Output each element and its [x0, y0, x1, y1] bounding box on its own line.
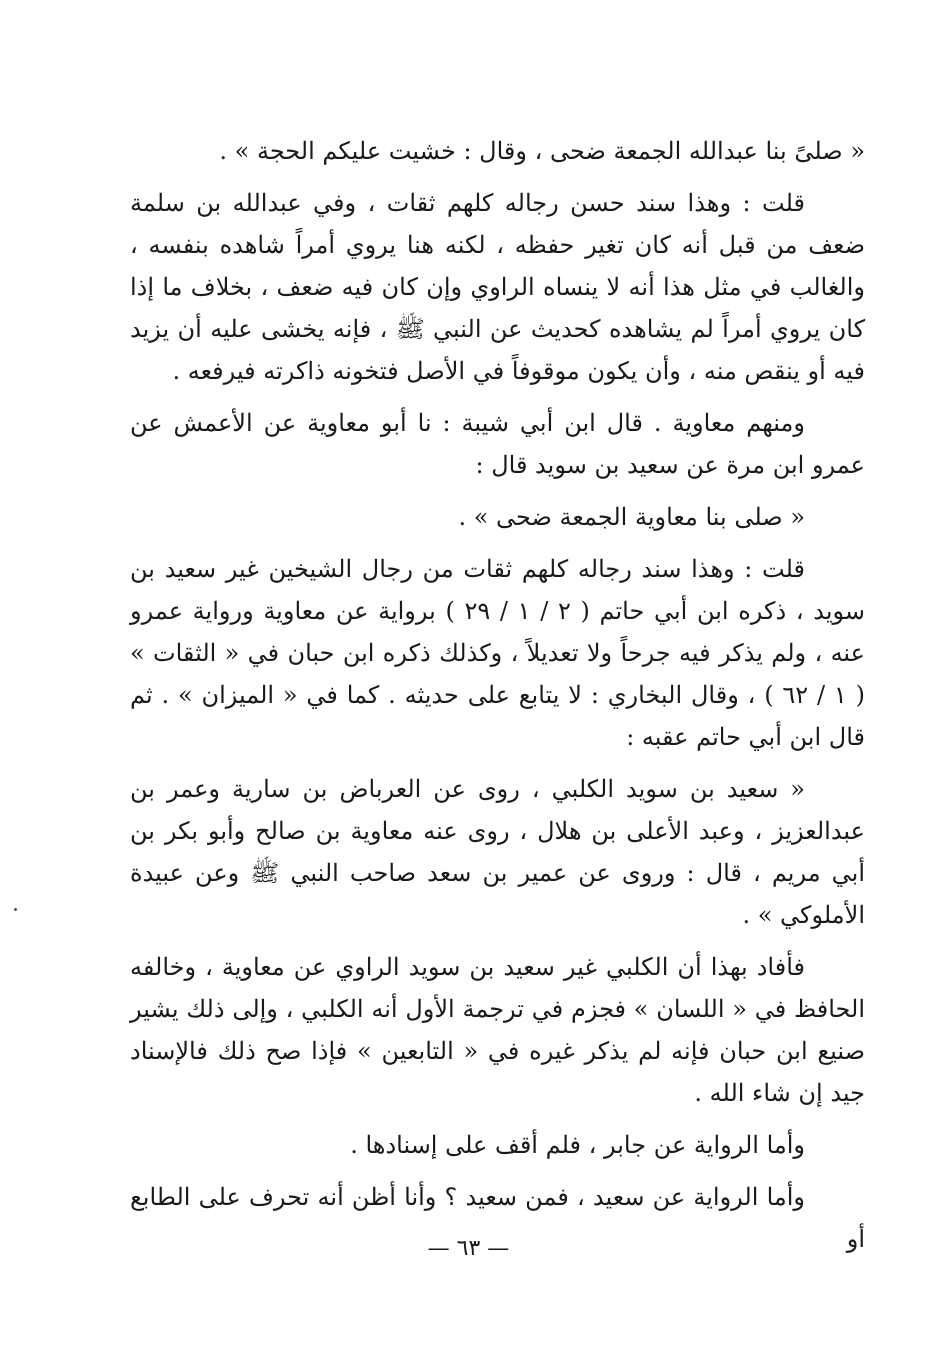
page-number: — ٦٣ —: [427, 1236, 510, 1261]
margin-mark: [14, 908, 17, 911]
paragraph-7: فأفاد بهذا أن الكلبي غير سعيد بن سويد الراوي عن معاوية ، وخالفه الحافظ في « اللسان » فجزم في ترجمة الأول أنه الكلبي ، وإلى ذلك يشير صنيع ابن حبان فإنه لم يذكر غيره في « التابعين » فإذا صح ذلك فالإسناد جيد إن شاء الله .: [130, 953, 865, 1107]
paragraph-9: وأما الرواية عن سعيد ، فمن سعيد ؟ وأنا أظن أنه تحرف على الطابع أو: [130, 1183, 865, 1253]
paragraph-3: ومنهم معاوية . قال ابن أبي شيبة : نا أبو معاوية عن الأعمش عن عمرو ابن مرة عن سعيد بن سويد قال :: [130, 409, 865, 479]
paragraph-1: « صلىً بنا عبدالله الجمعة ضحى ، وقال : خشيت عليكم الحجة » .: [219, 137, 865, 165]
page-body: [130, 130, 865, 1260]
paragraph-8: وأما الرواية عن جابر ، فلم أقف على إسنادها .: [350, 1131, 805, 1159]
paragraph-6: « سعيد بن سويد الكلبي ، روى عن العرباض بن سارية وعمر بن عبدالعزيز ، وعبد الأعلى بن هلال ، روى عنه معاوية بن صالح وأبو بكر بن أبي مريم ، قال : وروى عن عمير بن سعد صاحب النبي ﷺ وعن عبيدة الأملوكي » .: [130, 775, 865, 929]
paragraph-5: قلت : وهذا سند رجاله كلهم ثقات من رجال الشيخين غير سعيد بن سويد ، ذكره ابن أبي حاتم ( ٢ / ١ / ٢٩ ) برواية عن معاوية ورواية عمرو عنه ، ولم يذكر فيه جرحاً ولا تعديلاً ، وكذلك ذكره ابن حبان في « الثقات » ( ١ / ٦٢ ) ، وقال البخاري : لا يتابع على حديثه . كما في « الميزان » . ثم قال ابن أبي حاتم عقبه :: [130, 555, 866, 751]
paragraph-4: « صلى بنا معاوية الجمعة ضحى » .: [458, 503, 805, 531]
paragraph-2: قلت : وهذا سند حسن رجاله كلهم ثقات ، وفي عبدالله بن سلمة ضعف من قبل أنه كان تغير حفظه ، لكنه هنا يروي أمراً شاهده بنفسه ، والغالب في مثل هذا أنه لا ينساه الراوي وإن كان فيه ضعف ، بخلاف ما إذا كان يروي أمراً لم يشاهده كحديث عن النبي ﷺ ، فإنه يخشى عليه أن يزيد فيه أو ينقص منه ، وأن يكون موقوفاً في الأصل فتخونه ذاكرته فيرفعه .: [130, 189, 865, 385]
